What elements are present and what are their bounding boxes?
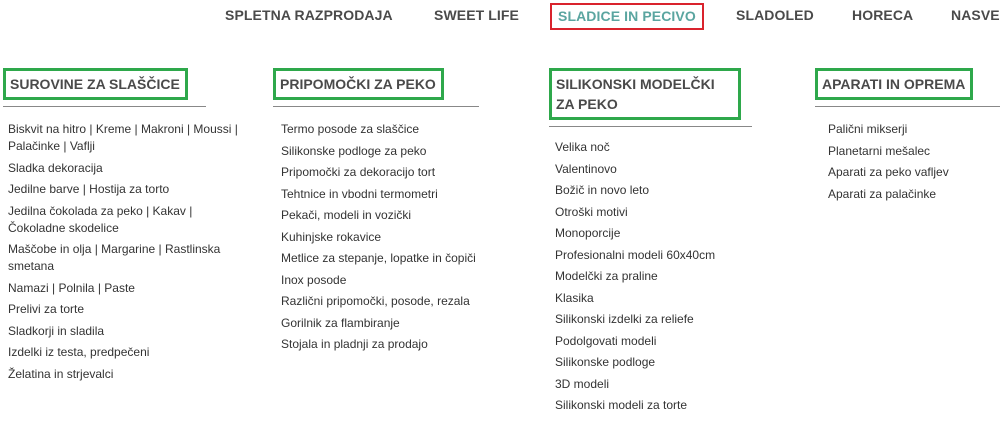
menu-link[interactable]: Stojala in pladnji za prodajo [281, 337, 428, 351]
column-list [555, 139, 779, 414]
column-divider [815, 106, 1000, 107]
menu-link[interactable]: Pripomočki za dekoracijo tort [281, 165, 436, 179]
nav-item-sladice-in-pecivo[interactable]: SLADICE IN PECIVO [550, 3, 704, 30]
menu-link[interactable]: Silikonske podloge [555, 355, 656, 369]
column-divider [3, 106, 206, 107]
column-list [8, 121, 253, 383]
menu-link[interactable]: Silikonske podloge za peko [281, 143, 427, 158]
nav-item-sweet-life[interactable]: SWEET LIFE [434, 7, 519, 23]
column-title[interactable]: SUROVINE ZA SLAŠČICE [3, 68, 188, 100]
menu-link[interactable]: Podolgovati modeli [555, 333, 657, 348]
nav-item-sladoled[interactable]: SLADOLED [736, 7, 814, 23]
menu-link[interactable]: Biskvit na hitro | Kreme | Makroni | Moussi | Palačinke | Vaflji [8, 122, 238, 153]
menu-link[interactable]: Sladkorji in sladila [8, 323, 105, 338]
menu-link[interactable]: Maščobe in olja | Margarine | Rastlinska smetana [8, 242, 221, 273]
menu-link[interactable]: Jedilna čokolada za peko | Kakav | Čokoladne skodelice [8, 203, 193, 235]
menu-link[interactable]: Aparati za peko vafljev [828, 165, 949, 179]
menu-link[interactable]: Gorilnik za flambiranje [281, 315, 400, 330]
menu-link[interactable]: Monoporcije [555, 226, 621, 240]
menu-column-pripomocki [273, 68, 503, 358]
column-divider [273, 106, 479, 107]
menu-link[interactable]: 3D modeli [555, 376, 610, 391]
menu-link[interactable]: Sladka dekoracija [8, 160, 103, 175]
menu-link[interactable]: Modelčki za praline [555, 269, 658, 283]
menu-link[interactable]: Namazi | Polnila | Paste [8, 280, 135, 295]
nav-item-horeca[interactable]: HORECA [852, 7, 914, 23]
menu-link[interactable]: Jedilne barve | Hostija za torto [8, 182, 170, 196]
menu-link[interactable]: Inox posode [281, 272, 347, 287]
menu-link[interactable]: Velika noč [555, 140, 610, 154]
column-title[interactable]: SILIKONSKI MODELČKI ZA PEKO [549, 68, 741, 120]
menu-link[interactable]: Pekači, modeli in vozički [281, 208, 412, 222]
menu-link[interactable]: Termo posode za slaščice [281, 122, 420, 136]
menu-link[interactable]: Valentinovo [555, 161, 617, 176]
menu-column-silikonski-modelcki [549, 68, 779, 419]
column-divider [549, 126, 752, 127]
nav-item-nasve[interactable]: NASVE [951, 7, 1000, 23]
menu-link[interactable]: Silikonski modeli za torte [555, 398, 688, 412]
menu-link[interactable]: Prelivi za torte [8, 302, 85, 316]
menu-link[interactable]: Silikonski izdelki za reliefe [555, 312, 694, 326]
menu-link[interactable]: Metlice za stepanje, lopatke in čopiči [281, 251, 476, 265]
column-list [828, 121, 1000, 203]
menu-link[interactable]: Želatina in strjevalci [8, 366, 114, 381]
menu-column-aparati [815, 68, 1000, 207]
menu-link[interactable]: Planetarni mešalec [828, 143, 931, 158]
menu-link[interactable]: Kuhinjske rokavice [281, 229, 382, 244]
top-navigation [0, 0, 1000, 32]
menu-link[interactable]: Božič in novo leto [555, 183, 650, 197]
menu-column-surovine [3, 68, 253, 387]
column-list [281, 121, 503, 353]
nav-item-spletna-razprodaja[interactable]: SPLETNA RAZPRODAJA [225, 7, 393, 23]
menu-link[interactable]: Izdelki iz testa, predpečeni [8, 345, 150, 359]
menu-link[interactable]: Klasika [555, 290, 594, 305]
menu-link[interactable]: Profesionalni modeli 60x40cm [555, 247, 716, 262]
menu-link[interactable]: Otroški motivi [555, 204, 628, 219]
column-title[interactable]: APARATI IN OPREMA [815, 68, 973, 100]
menu-link[interactable]: Aparati za palačinke [828, 186, 937, 201]
menu-link[interactable]: Palični mikserji [828, 122, 908, 136]
column-title[interactable]: PRIPOMOČKI ZA PEKO [273, 68, 444, 100]
menu-link[interactable]: Tehtnice in vbodni termometri [281, 186, 438, 201]
menu-link[interactable]: Različni pripomočki, posode, rezala [281, 294, 470, 308]
